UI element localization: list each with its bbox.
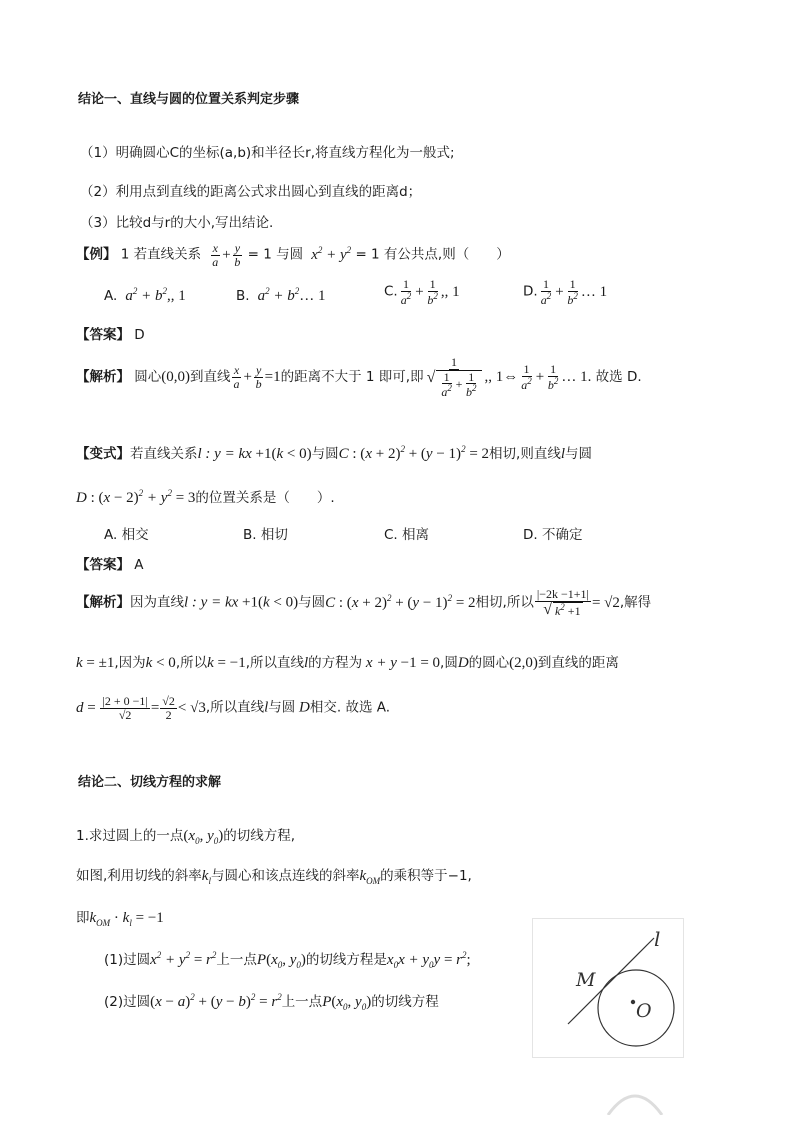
variant-option-d: D. 不确定: [523, 527, 583, 543]
step1-text: （1）明确圆心C的坐标(a,b)和半径长r,将直线方程化为一般式;: [80, 145, 455, 161]
tangent-figure: [532, 918, 684, 1058]
example-text-b: = 1 与圆: [247, 246, 304, 263]
label-l: l: [654, 927, 661, 951]
example-tag: 【例】: [76, 246, 117, 263]
section2-sub2: (2)过圆$(x - a)^2 + (y - b)^2 = r^2$上一点$P(x_0$, $y_0$)的切线方程: [104, 992, 439, 1012]
example-option-d: D. $\frac{1}{a^2}$ + $\frac{1}{b^2}$ … 1: [523, 277, 608, 307]
variant-option-c: C. 相离: [384, 527, 430, 543]
example-analysis: 【解析】 圆心(0,0)到直线 $\frac{x}{a}$ + $\frac{y}{b}$ =1的距离不大于 1 即可,即 1 √ $\frac{1}{a^2}$ + $\frac{1}{b^2}$ ,, 1⇔ $\frac{1}{a^2}$ + $\frac{1}{b^2}$ … 1. 故选 D.: [76, 355, 642, 400]
variant-analysis-line3: d = $\frac{|2 + 0 -1|}{√2}$ = $\frac{√2}{2}$ < √3,所以直线l与圆 D相交. 故选 A.: [76, 694, 391, 722]
example-answer: 【答案】 D: [76, 327, 145, 343]
example-text-c: = 1 有公共点,则（ ）: [355, 246, 510, 263]
section2-item1: 1.求过圆上的一点($x_0$, $y_0$)的切线方程,: [76, 828, 296, 846]
section1-title: 结论一、直线与圆的位置关系判定步骤: [78, 92, 300, 107]
tangent-figure-svg: [532, 918, 684, 1058]
example-option-a: A. $a^2 + b^2$,, 1: [104, 286, 186, 304]
example-text-a: 1 若直线关系: [120, 246, 202, 263]
variant-line2: D : $(x - 2)^2 + y^2 = 3$的位置关系是（ ）.: [76, 488, 335, 506]
variant-answer: 【答案】 A: [76, 557, 144, 573]
variant-option-a: A. 相交: [104, 527, 149, 543]
variant-option-b: B. 相切: [243, 527, 288, 543]
variant-analysis-line2: k = ±1,因为k < 0,所以k = −1,所以直线l的方程为 x + y −1 = 0,圆D的圆心(2,0)到直线的距离: [76, 655, 619, 671]
center-point: [631, 1000, 635, 1004]
section2-item2: 如图,利用切线的斜率$k_l$与圆心和该点连线的斜率$k_{OM}$的乘积等于−1,: [76, 868, 472, 886]
section2-item3: 即$k_{OM} \cdot k_l = -1$: [76, 910, 164, 928]
section2-sub1: (1)过圆$x^2 + y^2 = r^2$上一点$P(x_0$, $y_0$)的切线方程是$x_0x + y_0y = r^2$;: [104, 950, 471, 970]
partial-arc: [608, 1096, 662, 1115]
variant-line1: 【变式】若直线关系l : y = kx +1(k < 0)与圆C : $(x + 2)^2 + (y - 1)^2 = 2$相切,则直线l与圆: [76, 444, 592, 462]
step1: [80, 141, 455, 161]
step2: （2）利用点到直线的距离公式求出圆心到直线的距离d；: [80, 184, 422, 200]
label-m: M: [576, 969, 596, 991]
partial-figure: [600, 1075, 670, 1115]
section2-title: 结论二、切线方程的求解: [78, 775, 222, 790]
example-option-c: C. $\frac{1}{a^2}$ + $\frac{1}{b^2}$ ,, 1: [384, 277, 460, 307]
example-option-b: B. $a^2$ + $b^2\dots$ 1: [236, 286, 326, 304]
example-line: 【例】 1 若直线关系 $\frac{x}{a}$ + $\frac{y}{b}$ = 1 与圆 $x^2 + y^2 = 1$ 有公共点,则（ ）: [76, 241, 510, 269]
step3: （3）比较d与r的大小,写出结论.: [80, 215, 274, 231]
variant-analysis-line1: 【解析】因为直线l : y = kx +1(k < 0)与圆C : $(x + 2)^2 + (y - 1)^2 = 2$相切,所以 |−2k −1+1| √ $k^2 +1$ = √2,解得: [76, 587, 652, 618]
label-o: O: [636, 1000, 652, 1022]
